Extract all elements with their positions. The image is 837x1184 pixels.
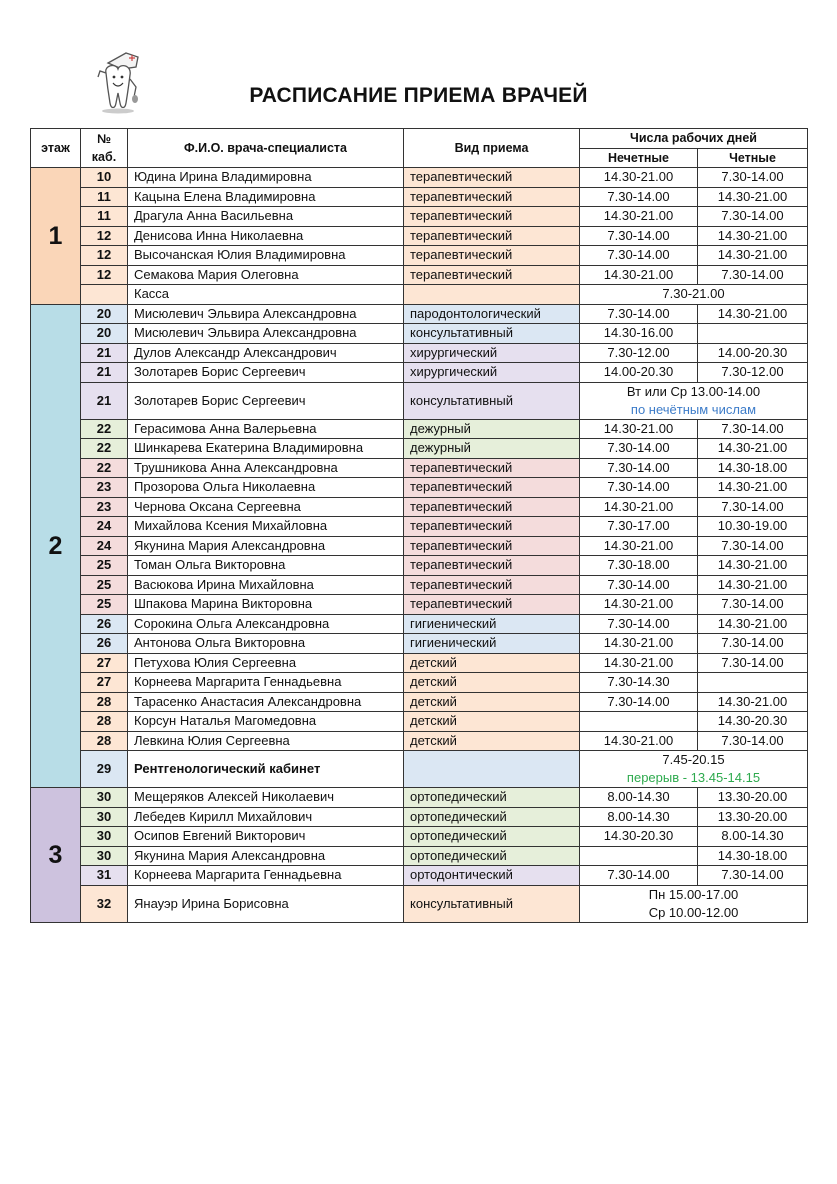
doctor-name: Левкина Юлия Сергеевна: [128, 731, 404, 751]
doctor-name: Антонова Ольга Викторовна: [128, 634, 404, 654]
doctor-name: Осипов Евгений Викторович: [128, 827, 404, 847]
floor-cell: 3: [31, 788, 81, 923]
appointment-type: пародонтологический: [404, 304, 580, 324]
room-number: 22: [81, 419, 128, 439]
odd-days-hours: 8.00-14.30: [580, 788, 698, 808]
room-number: 22: [81, 439, 128, 459]
room-header-line2: каб.: [91, 150, 117, 164]
appointment-type: консультативный: [404, 382, 580, 419]
room-number: 25: [81, 556, 128, 576]
odd-days-hours: 7.30-14.00: [580, 692, 698, 712]
table-row: [31, 653, 808, 673]
room-number: 21: [81, 363, 128, 383]
appointment-type: терапевтический: [404, 575, 580, 595]
even-days-hours: 14.00-20.30: [698, 343, 808, 363]
floor-cell: 1: [31, 168, 81, 305]
even-days-hours: 10.30-19.00: [698, 517, 808, 537]
even-days-hours: 7.30-14.00: [698, 419, 808, 439]
table-row: [31, 517, 808, 537]
table-row: [31, 807, 808, 827]
room-number: 23: [81, 478, 128, 498]
schedule-merged: [580, 751, 808, 788]
even-days-hours: 14.30-21.00: [698, 478, 808, 498]
page-title: РАСПИСАНИЕ ПРИЕМА ВРАЧЕЙ: [249, 84, 588, 107]
appointment-type: детский: [404, 731, 580, 751]
doctor-name: Золотарев Борис Сергеевич: [128, 363, 404, 383]
doctor-name: Чернова Оксана Сергеевна: [128, 497, 404, 517]
even-days-hours: 7.30-14.00: [698, 866, 808, 886]
floor-cell: 2: [31, 304, 81, 788]
appointment-type: детский: [404, 673, 580, 693]
odd-days-hours: 7.30-14.00: [580, 304, 698, 324]
odd-days-hours: 14.30-21.00: [580, 653, 698, 673]
odd-days-hours: 7.30-14.00: [580, 246, 698, 266]
even-days-hours: 14.30-21.00: [698, 187, 808, 207]
room-number: 11: [81, 187, 128, 207]
even-days-hours: 13.30-20.00: [698, 807, 808, 827]
doctor-name: Мисюлевич Эльвира Александровна: [128, 324, 404, 344]
doctor-name: Томан Ольга Викторовна: [128, 556, 404, 576]
appointment-type: терапевтический: [404, 478, 580, 498]
even-days-hours: 14.30-21.00: [698, 692, 808, 712]
even-days-hours: 14.30-18.00: [698, 458, 808, 478]
appointment-type: терапевтический: [404, 207, 580, 227]
room-number: 29: [81, 751, 128, 788]
appointment-type: терапевтический: [404, 458, 580, 478]
doctor-name: Сорокина Ольга Александровна: [128, 614, 404, 634]
doctor-name: Михайлова Ксения Михайловна: [128, 517, 404, 537]
schedule-note: по нечётным числам: [630, 401, 757, 417]
table-row: [31, 614, 808, 634]
room-number: 26: [81, 634, 128, 654]
table-row: [31, 751, 808, 788]
doctor-name: Мещеряков Алексей Николаевич: [128, 788, 404, 808]
room-number: 28: [81, 692, 128, 712]
room-number: 25: [81, 575, 128, 595]
even-days-hours: 7.30-14.00: [698, 497, 808, 517]
appointment-type: консультативный: [404, 885, 580, 922]
odd-days-hours: 7.30-12.00: [580, 343, 698, 363]
even-days-hours: [698, 324, 808, 344]
room-number: 10: [81, 168, 128, 188]
table-row: [31, 382, 808, 419]
even-days-hours: 7.30-14.00: [698, 634, 808, 654]
odd-days-hours: 14.30-16.00: [580, 324, 698, 344]
doctor-name: Шинкарева Екатерина Владимировна: [128, 439, 404, 459]
room-number: 28: [81, 712, 128, 732]
appointment-type: [404, 285, 580, 305]
appointment-type: терапевтический: [404, 246, 580, 266]
table-row: [31, 285, 808, 305]
odd-days-hours: 7.30-14.00: [580, 439, 698, 459]
doctor-name: Трушникова Анна Александровна: [128, 458, 404, 478]
even-days-hours: 14.30-20.30: [698, 712, 808, 732]
appointment-type: детский: [404, 653, 580, 673]
odd-days-hours: 14.00-20.30: [580, 363, 698, 383]
doctor-name: Высочанская Юлия Владимировна: [128, 246, 404, 266]
schedule-merged: [580, 885, 808, 922]
even-days-hours: 7.30-14.00: [698, 653, 808, 673]
table-row: [31, 458, 808, 478]
odd-days-hours: 14.30-21.00: [580, 536, 698, 556]
room-number: 30: [81, 788, 128, 808]
room-number: 11: [81, 207, 128, 227]
appointment-type: ортопедический: [404, 788, 580, 808]
room-number: 28: [81, 731, 128, 751]
room-number: 20: [81, 324, 128, 344]
room-number: 30: [81, 827, 128, 847]
table-row: [31, 846, 808, 866]
even-days-hours: 14.30-21.00: [698, 575, 808, 595]
table-row: [31, 827, 808, 847]
table-row: [31, 304, 808, 324]
odd-days-hours: 14.30-21.00: [580, 731, 698, 751]
table-row: [31, 497, 808, 517]
col-header-name: Ф.И.О. врача-специалиста: [128, 129, 404, 168]
table-row: [31, 187, 808, 207]
appointment-type: терапевтический: [404, 517, 580, 537]
room-number: 32: [81, 885, 128, 922]
doctor-name: Денисова Инна Николаевна: [128, 226, 404, 246]
doctor-name: Золотарев Борис Сергеевич: [128, 382, 404, 419]
odd-days-hours: 7.30-14.00: [580, 866, 698, 886]
appointment-type: терапевтический: [404, 265, 580, 285]
doctor-name: Кацына Елена Владимировна: [128, 187, 404, 207]
doctor-name: Рентгенологический кабинет: [128, 751, 404, 788]
table-row: [31, 673, 808, 693]
header-row: [31, 129, 808, 149]
doctor-name: Шпакова Марина Викторовна: [128, 595, 404, 615]
table-row: [31, 207, 808, 227]
odd-days-hours: 7.30-14.00: [580, 575, 698, 595]
doctor-name: Юдина Ирина Владимировна: [128, 168, 404, 188]
odd-days-hours: 7.30-14.00: [580, 458, 698, 478]
doctor-name: Петухова Юлия Сергеевна: [128, 653, 404, 673]
appointment-type: дежурный: [404, 439, 580, 459]
appointment-type: ортопедический: [404, 846, 580, 866]
appointment-type: ортопедический: [404, 827, 580, 847]
appointment-type: детский: [404, 712, 580, 732]
doctor-name: Семакова Мария Олеговна: [128, 265, 404, 285]
col-header-even: Четные: [698, 148, 808, 168]
table-row: [31, 168, 808, 188]
room-number: 22: [81, 458, 128, 478]
schedule-merged: [580, 382, 808, 419]
appointment-type: гигиенический: [404, 634, 580, 654]
doctor-name: Васюкова Ирина Михайловна: [128, 575, 404, 595]
schedule-text: Вт или Ср 13.00-14.00: [626, 383, 761, 399]
appointment-type: терапевтический: [404, 187, 580, 207]
even-days-hours: [698, 673, 808, 693]
even-days-hours: 7.30-12.00: [698, 363, 808, 383]
even-days-hours: 7.30-14.00: [698, 168, 808, 188]
table-row: [31, 788, 808, 808]
even-days-hours: 14.30-21.00: [698, 226, 808, 246]
odd-days-hours: 7.30-14.30: [580, 673, 698, 693]
odd-days-hours: 14.30-21.00: [580, 168, 698, 188]
col-header-room: [81, 129, 128, 168]
table-row: [31, 731, 808, 751]
appointment-type: терапевтический: [404, 168, 580, 188]
appointment-type: ортодонтический: [404, 866, 580, 886]
doctor-name: Тарасенко Анастасия Александровна: [128, 692, 404, 712]
schedule-text: Пн 15.00-17.00: [648, 886, 739, 902]
schedule-merged: [580, 285, 808, 305]
table-row: [31, 324, 808, 344]
table-row: [31, 712, 808, 732]
col-header-floor: этаж: [31, 129, 81, 168]
doctor-name: Дулов Александр Александрович: [128, 343, 404, 363]
room-number: 25: [81, 595, 128, 615]
room-number: 24: [81, 536, 128, 556]
odd-days-hours: 8.00-14.30: [580, 807, 698, 827]
even-days-hours: 7.30-14.00: [698, 207, 808, 227]
room-number: 26: [81, 614, 128, 634]
doctor-name: Мисюлевич Эльвира Александровна: [128, 304, 404, 324]
room-number: [81, 285, 128, 305]
table-row: [31, 575, 808, 595]
odd-days-hours: 7.30-14.00: [580, 187, 698, 207]
appointment-type: ортопедический: [404, 807, 580, 827]
odd-days-hours: [580, 846, 698, 866]
schedule-note: перерыв - 13.45-14.15: [626, 770, 761, 785]
odd-days-hours: 14.30-21.00: [580, 265, 698, 285]
doctor-name: Драгула Анна Васильевна: [128, 207, 404, 227]
table-row: [31, 246, 808, 266]
schedule-note: Ср 10.00-12.00: [648, 904, 739, 920]
schedule-text: 7.45-20.15: [662, 752, 725, 767]
odd-days-hours: 7.30-18.00: [580, 556, 698, 576]
even-days-hours: 7.30-14.00: [698, 536, 808, 556]
room-number: 27: [81, 653, 128, 673]
even-days-hours: 14.30-21.00: [698, 614, 808, 634]
appointment-type: консультативный: [404, 324, 580, 344]
schedule-text: 7.30-21.00: [662, 286, 725, 302]
schedule-table: [30, 128, 808, 923]
odd-days-hours: 14.30-20.30: [580, 827, 698, 847]
even-days-hours: 14.30-21.00: [698, 246, 808, 266]
appointment-type: терапевтический: [404, 595, 580, 615]
even-days-hours: 14.30-21.00: [698, 439, 808, 459]
room-number: 12: [81, 226, 128, 246]
doctor-name: Корнеева Маргарита Геннадьевна: [128, 673, 404, 693]
table-row: [31, 343, 808, 363]
room-number: 21: [81, 382, 128, 419]
table-row: [31, 692, 808, 712]
room-number: 30: [81, 807, 128, 827]
doctor-name: Янауэр Ирина Борисовна: [128, 885, 404, 922]
even-days-hours: 7.30-14.00: [698, 595, 808, 615]
even-days-hours: 7.30-14.00: [698, 731, 808, 751]
appointment-type: детский: [404, 692, 580, 712]
even-days-hours: 14.30-21.00: [698, 556, 808, 576]
table-row: [31, 439, 808, 459]
appointment-type: терапевтический: [404, 536, 580, 556]
table-row: [31, 363, 808, 383]
table-row: [31, 634, 808, 654]
doctor-name: Якунина Мария Александровна: [128, 846, 404, 866]
room-number: 27: [81, 673, 128, 693]
appointment-type: гигиенический: [404, 614, 580, 634]
table-row: [31, 265, 808, 285]
room-number: 24: [81, 517, 128, 537]
col-header-days: Числа рабочих дней: [580, 129, 808, 149]
odd-days-hours: 7.30-14.00: [580, 614, 698, 634]
room-number: 23: [81, 497, 128, 517]
room-number: 12: [81, 265, 128, 285]
appointment-type: терапевтический: [404, 556, 580, 576]
even-days-hours: 14.30-21.00: [698, 304, 808, 324]
table-row: [31, 556, 808, 576]
doctor-name: Герасимова Анна Валерьевна: [128, 419, 404, 439]
appointment-type: дежурный: [404, 419, 580, 439]
odd-days-hours: 14.30-21.00: [580, 207, 698, 227]
even-days-hours: 8.00-14.30: [698, 827, 808, 847]
col-header-type: Вид приема: [404, 129, 580, 168]
table-row: [31, 536, 808, 556]
appointment-type: терапевтический: [404, 497, 580, 517]
odd-days-hours: 14.30-21.00: [580, 634, 698, 654]
appointment-type: хирургический: [404, 363, 580, 383]
table-row: [31, 478, 808, 498]
room-number: 21: [81, 343, 128, 363]
table-row: [31, 866, 808, 886]
table-row: [31, 885, 808, 922]
doctor-name: Корсун Наталья Магомедовна: [128, 712, 404, 732]
odd-days-hours: 7.30-17.00: [580, 517, 698, 537]
even-days-hours: 14.30-18.00: [698, 846, 808, 866]
even-days-hours: 13.30-20.00: [698, 788, 808, 808]
table-row: [31, 226, 808, 246]
odd-days-hours: 7.30-14.00: [580, 226, 698, 246]
appointment-type: [404, 751, 580, 788]
even-days-hours: 7.30-14.00: [698, 265, 808, 285]
doctor-name: Прозорова Ольга Николаевна: [128, 478, 404, 498]
room-number: 20: [81, 304, 128, 324]
room-number: 31: [81, 866, 128, 886]
room-number: 30: [81, 846, 128, 866]
odd-days-hours: [580, 712, 698, 732]
odd-days-hours: 14.30-21.00: [580, 595, 698, 615]
doctor-name: Якунина Мария Александровна: [128, 536, 404, 556]
odd-days-hours: 7.30-14.00: [580, 478, 698, 498]
doctor-name: Корнеева Маргарита Геннадьевна: [128, 866, 404, 886]
room-header-line1: №: [97, 132, 111, 146]
appointment-type: терапевтический: [404, 226, 580, 246]
doctor-name: Лебедев Кирилл Михайлович: [128, 807, 404, 827]
appointment-type: хирургический: [404, 343, 580, 363]
odd-days-hours: 14.30-21.00: [580, 497, 698, 517]
table-row: [31, 595, 808, 615]
col-header-odd: Нечетные: [580, 148, 698, 168]
doctor-name: Касса: [128, 285, 404, 305]
odd-days-hours: 14.30-21.00: [580, 419, 698, 439]
room-number: 12: [81, 246, 128, 266]
table-row: [31, 419, 808, 439]
